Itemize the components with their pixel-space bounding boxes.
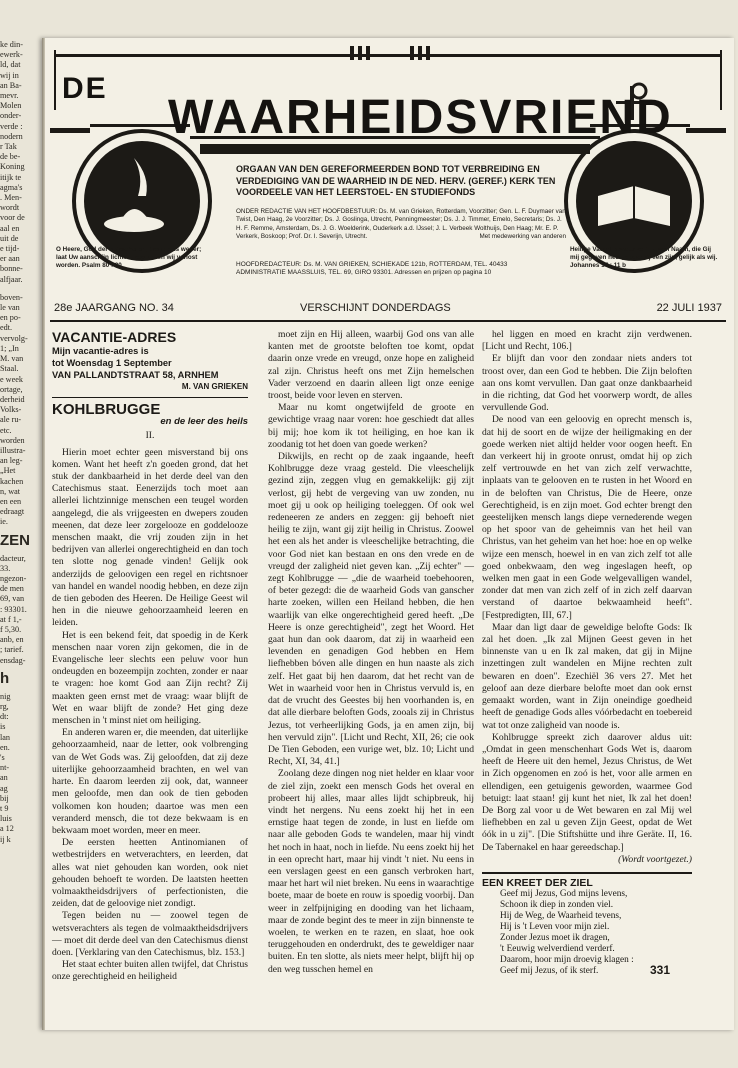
article-subtitle: en de leer des heils [160, 416, 248, 428]
adjacent-page-line: nt- [0, 763, 10, 773]
adjacent-page-line: 's [0, 753, 5, 762]
adjacent-page-line: edt. [0, 323, 13, 333]
adjacent-page-line: Volks- [0, 405, 22, 415]
article-paragraph: Zoolang deze dingen nog niet helder en klaar voor de ziel zijn, zoekt een mensch Gods het overal en probeert hij alles, maar alles lijdt schipbreuk, hij vindt het nergens. Nu eens zoekt hij het in een ernstige haat tegen de zonde, in lust en liefde om naar alle geboden Gods te wandelen, maar hij vindt het noch in haat, noch in liefde. Nu eens zoekt hij het in een oprecht hart, maar hij vindt 't niet. Nu eens in een verslagen geest en een gansch verbroken hart, maar het hart wil niet breken. Nu eens in waarachtige boete, maar de boete en rouw is spoedig voorbij. Dan weer in zelfpijniging en dooding van het lichaam, maar de zonde begint des te meer in zijn binnenste te woelen, te werken en te razen, en slaat, hoe ook teruggehouden en onderdrukt, des te geweldiger naar buiten. En ten slotte, als niets meer helpt, blijft hij op den weg tusschen hemel en [268, 768, 474, 975]
adjacent-page-line: de be- [0, 152, 21, 162]
adjacent-page-line: edraagt [0, 507, 25, 517]
adjacent-page-text-extra [0, 293, 44, 528]
adjacent-page-line: vervolg- [0, 333, 28, 343]
adjacent-page-line: n, wat [0, 486, 21, 496]
vacation-line-2: tot Woensdag 1 September [52, 358, 172, 368]
adjacent-page-line: kachen [0, 476, 24, 486]
article-paragraph: De eersten heetten Antinomianen of wetbestrijders en wetverachters, en leerden, dat alles wat niet gehouden kan worden, ook niet gehouden behoeft te worden. De laatsten heetten volmaaktheidsdrijvers of perfectionisten, die zeiden, dat de geloovige niet zondigt. [52, 837, 248, 910]
adjacent-page-line: er aan [0, 254, 20, 264]
article-paragraph: hel liggen en moed en kracht zijn verdwenen. [Licht und Recht, 106.] [482, 329, 692, 353]
adjacent-page-line: Molen [0, 101, 22, 111]
vacation-address: VAN PALLANDTSTRAAT 58, ARNHEM [52, 370, 219, 380]
adjacent-page-line: an leg- [0, 456, 23, 466]
adjacent-page-line: alfjaar. [0, 274, 23, 284]
poem-line: Zonder Jezus moet ik dragen, [500, 933, 610, 944]
poem-line: Geef mij Jezus, of ik sterf. [500, 966, 599, 977]
column-2 [268, 329, 474, 976]
adjacent-page-heading-h: h [0, 669, 10, 687]
adjacent-page-line: ; tarief. [0, 645, 24, 655]
adjacent-page-text-top [0, 40, 44, 285]
adjacent-page-line: Koning [0, 162, 25, 172]
adjacent-page-line: ngezon- [0, 573, 27, 583]
editor-address [236, 261, 566, 278]
article-paragraph: Er blijft dan voor den zondaar niets anders tot troost over, dan een God te hebben. Die Zijn beloften aan ons komt vervullen. Dan gaat onze dankbaarheid in die richting, dat God het voorwerp wordt, de alles vervullende God. [482, 353, 692, 414]
adjacent-page-line: . Men- [0, 193, 22, 203]
article-paragraph: Het is een bekend feit, dat spoedig in de Kerk menschen naar voren zijn gekomen, die in de Evangelische leer slechts een peluw voor hun ondeugden en bozeempijn zochten, zonder er naar te vragen: hoe komt God aan Zijn recht? Zij maakten geen ernst met de vraag: waar blijft de Wet en waar blijft de zonde? Het ging deze menschen in 't minst niet om heiliging. [52, 629, 248, 727]
adjacent-page-line: : 93301. [0, 604, 27, 614]
adjacent-page-heading-zen: ZEN [0, 531, 30, 549]
vacation-signature: M. VAN GRIEKEN [181, 382, 248, 391]
adjacent-page-line: illustra- [0, 445, 26, 455]
editorial-board-text: ONDER REDACTIE VAN HET HOOFDBESTUUR: Ds. M. van Grieken, Rotterdam, Voorzitter; Gen. L. F. Duymaer van Twist, Den Haag, 2e Voorzitter; Ds. J. Goslinga, Utrecht, Penningmeester; Ds. J. J. Timmer, Emelo, Secretaris; Ds. J. H. F. Remme, Amsterdam, Ds. J. G. Woelderink, Ouderkerk a.d. IJssel; J. L. Verbeek Wolthuijs, Den Haag; Mr. E. P. Verkerk, Boskoop; Prof. Dr. I. Severijn, Utrecht. [236, 208, 566, 240]
adjacent-page-line: en. [0, 742, 10, 752]
article-paragraph: Kohlbrugge spreekt zich daarover aldus uit: „Omdat in geen menschenhart Gods Wet is, daarom heeft de Heere uit den hemel, Jezus Christus, de Wet in Zich opgenomen en zoó is het, voor alle armen en ellendigen, een getuigenis geworden, waarmee God betuigt: laat staan! gij kunt het niet, Ik zal het doen! De Borg zal voor u de Wet bewaren en zal Mij wel liefhebben en zal u geven Zijn Geest, opdat de Wet óók in u zij". [Die Stiftshütte und ihre Geräte. II, 16. De Tabernakel en haar gereedschap.] [482, 731, 692, 853]
adjacent-page-line: lan [0, 732, 11, 742]
poem-line: Hij de Weg, de Waarheid tevens, [500, 911, 622, 922]
adjacent-page-line: dacteur, [0, 553, 26, 563]
adjacent-page-line: ie. [0, 517, 8, 527]
adjacent-page-line: aal en [0, 223, 20, 233]
adjacent-page-line: a 12 [0, 824, 14, 834]
adjacent-page-line: r Tak [0, 142, 17, 152]
publication-day: VERSCHIJNT DONDERDAGS [300, 302, 451, 314]
poem-line: Daarom, hoor mijn droevig klagen : [500, 955, 634, 966]
adjacent-page-line: bonne- [0, 264, 23, 274]
organisation-description: ORGAAN VAN DEN GEREFORMEERDEN BOND TOT VERBREIDING EN VERDEDIGING VAN DE WAARHEID IN DE NED. HERV. (GEREF.) KERK TEN VOORDEELE VAN HET LEERSTOEL- EN STUDIEFONDS [236, 164, 556, 197]
article-paragraph: De nood van een geloovig en oprecht mensch is, dat hij de soort en de wijze der heiligmaking en der goede werken niet altijd helder voor oogen heeft. En dan verkeert hij in groote onrust, omdat hij op zich zelf vertrouwde en het van zich zelf verwachtte, inplaats van te gelooven en te rusten in het Woord en in de beloften van Christus, Die de Heere, onze Gerechtigheid, is en zijn moet. God echter brengt den geestelijken mensch langs diepe vernederende wegen op het spoor van de geheimnis van het heil van Christus, van het geheim van het hoe: hoe en op welke wijze een mensch, hoewel in en van zich zelf tot alle goed onbekwaam, den weg ingeslagen heeft, op welken men gaat in een Gode welgevalligen wandel, zonder dat men van zich zelf of in zich zelf daarvan verstand of daartoe bekwaamheid heeft". [Festpredigten, III, 67.] [482, 414, 692, 621]
administration: ADMINISTRATIE MAASSLUIS, TEL. 69, GIRO 93301. Adressen en prijzen op pagina 10 [236, 269, 492, 277]
poem-line: Hij is 't Leven voor mijn ziel. [500, 922, 610, 933]
adjacent-page-text-middle [0, 554, 44, 666]
adjacent-page-line: nig [0, 691, 11, 701]
adjacent-page-line: dt: [0, 712, 9, 722]
adjacent-page-line: wordt [0, 203, 20, 213]
adjacent-page-line: ewerk- [0, 50, 23, 60]
article-column-2-text [268, 329, 474, 976]
adjacent-page-line: ke din- [0, 40, 23, 49]
vacation-heading: VACANTIE-ADRES [52, 329, 177, 345]
article-paragraph: Maar nu komt ongetwijfeld de groote en gewichtige vraag naar voren: hoe geschiedt dat alles bij mij; hoe kom ik tot heiliging, en hoe kan ik zoodanig tot het doen van goede werken? [268, 402, 474, 450]
adjacent-page-line: worden [0, 435, 25, 445]
issue-date: 22 JULI 1937 [656, 302, 722, 314]
masthead-ornament [50, 46, 726, 278]
poem-line: Geef mij Jezus, God mijns levens, [500, 889, 628, 900]
adjacent-page-line: 33. [0, 563, 11, 573]
title-main: WAARHEIDSVRIEND [168, 91, 673, 144]
issue-line [50, 300, 726, 322]
adjacent-page-line: nodern [0, 131, 23, 141]
adjacent-page-line: e week [0, 374, 23, 384]
adjacent-page-line: M. van [0, 354, 24, 364]
adjacent-page-line: ale ru- [0, 415, 22, 425]
to-be-continued: (Wordt voortgezet.) [618, 853, 692, 865]
vacation-line-1: Mijn vacantie-adres is [52, 346, 149, 356]
adjacent-page-line: en een [0, 496, 22, 506]
poem-title: EEN KREET DER ZIEL [482, 872, 692, 889]
adjacent-page-line: mevr. [0, 91, 19, 101]
article-paragraph: En anderen waren er, die meenden, dat uiterlijke gehoorzaamheid, naar de letter, ook volbrenging van de Wet Gods was. Zij geloofden, dat zij deze uiterlijke gehoorzaamheid brachten, en wel van harte. En daarom leerden zij ook, dat, wanneer men geloofde, men dan ook de tien geboden volkomen kon houden; daartoe was men een veranderd mensch, die tot deze bekwaam is en bekwaam moet worden, meer en meer. [52, 727, 248, 836]
article-title: KOHLBRUGGE [52, 401, 161, 418]
caption-right-john: Heilige Vader! bewaar ze in Uwen Naam, die Gij mij gegeven hebt, opdat zij één zijn, gelijk als wij. Johannes 17 : 11 b [570, 246, 718, 269]
page-number: 331 [650, 963, 671, 977]
article-paragraph: moet zijn en Hij alleen, waarbij God ons van alle kanten met de grootste beloften toe komt, opdat daarin onze vrede en vreugd, onze hope en zaligheid zal zijn. Christus heeft ons met Zijn hemelschen Vader verzoend en daarin alleen ligt onze eenige troost, beide voor leven en sterven. [268, 329, 474, 402]
adjacent-page-line: boven- [0, 292, 23, 302]
contributors-note: Met medewerking van anderen [479, 232, 566, 240]
title-de: DE [62, 72, 108, 105]
volume-number: 28e JAARGANG NO. 34 [54, 302, 174, 314]
adjacent-page-line: bij [0, 793, 9, 803]
adjacent-page-text-bottom [0, 692, 44, 845]
adjacent-page-line: voor de [0, 213, 25, 223]
adjacent-page-line: verde : [0, 121, 23, 131]
adjacent-page-strip [0, 40, 44, 1020]
adjacent-page-line: 1; „In [0, 343, 19, 353]
adjacent-page-line: Staal. [0, 364, 19, 374]
adjacent-page-line: ag [0, 783, 8, 793]
poem-line: 't Eeuwig welverdiend verderf. [500, 944, 615, 955]
adjacent-page-line: ensdag- [0, 655, 26, 665]
adjacent-page-line: 69, van [0, 594, 25, 604]
adjacent-page-line: at f 1,- [0, 614, 22, 624]
adjacent-page-line: an Ba- [0, 80, 22, 90]
adjacent-page-line: uit de [0, 233, 19, 243]
adjacent-page-line: is [0, 722, 6, 732]
adjacent-page-line: wij in [0, 70, 19, 80]
adjacent-page-line: luis [0, 814, 12, 824]
vacation-notice [52, 331, 248, 398]
newspaper-page [42, 38, 734, 1030]
editorial-board [236, 208, 566, 241]
adjacent-page-line: e tijd- [0, 244, 20, 254]
column-1 [52, 329, 248, 984]
masthead [50, 46, 726, 278]
adjacent-page-line: rg, [0, 701, 9, 711]
adjacent-page-line: le van [0, 303, 20, 313]
article-column-3-text [482, 329, 692, 854]
adjacent-page-line: derheid [0, 394, 25, 404]
adjacent-page-line: ij k [0, 834, 11, 844]
article-paragraph: Maar dan ligt daar de geweldige belofte Gods: Ik zal het doen. „Ik zal Mijnen Geest geven in het binnenste van u en Ik zal maken, dat gij in Mijne inzettingen zult wandelen en Mijne rechten zult bewaren en doen". Ezechiël 36 vers 27. Met het geloof aan deze dierbare belofte moet dan ook ernst gemaakt worden, want in Zijn oneindige goedheid heeft de genadige Gods alles vóórbedacht en toebereid wat tot onze zaligheid van noode is. [482, 621, 692, 731]
adjacent-page-line: agma's [0, 182, 23, 192]
article-paragraph: Dikwijls, en recht op de zaak ingaande, heeft Kohlbrugge deze vraag gesteld. Die vleeschelijk gezind zijn, zeggen vlug en gemakkelijk: gij zijt verlost, gij hebt de vergeving van uw zonden, nu moet gij u ook op heiliging toeleggen. Of ook wel redeneeren ze anders en zeggen: gij behoeft niet heilig te zijn, want gij zijt heilig in Christus. Zoowel het een als het ander is vleeschelijke betrachting, die voor God niet kan bestaan en ons den vrede en de vreugd der zaligheid niet geven kan. „Zij echter" — zegt Kohlbrugge — „die de waarheid toebehooren, of beter gezegd: die de waarheid Gods van ganscher harte zoeken, willen een Heiland hebben, die hen waarlijk van elke ongerechtigheid gered heeft. „De Heere is onze gerechtigheid", zegt het Woord. Het gaat hun dan ook daarom, dat zij in waarheid een levenden en genadigen God hebben en Hem liefhebben bóven alle dingen en hun naaste als zich zelf. Het gaat bij hen daarom, dat het recht van de Wet in waarheid voor hen in Christus vervuld is, en dat de vrucht des Geestes bij hen voorhanden is, en dat alle dierbare beloften Gods, zooals zij in Christus Jezus, tot verheerlijking Gods, ja en amen zijn, bij hen vervuld zijn". [Licht und Recht, XII, 26; cie ook De Tien Geboden, een vurige wet, blz. 10; Licht und Recht, XI, 34, 41.] [268, 451, 474, 768]
poem-line: Schoon ik diep in zonden viel. [500, 900, 614, 911]
adjacent-page-line: an [0, 773, 8, 783]
adjacent-page-line: „Het [0, 466, 16, 476]
editor-in-chief: HOOFDREDACTEUR: Ds. M. VAN GRIEKEN, SCHIEKADE 121b, ROTTERDAM, TEL. 40433 [236, 261, 508, 268]
adjacent-page-line: f 5,30. [0, 624, 22, 634]
page-fold [42, 38, 45, 1030]
article-paragraph: Tegen beiden nu — zoowel tegen de wetsverachters als tegen de volmaaktheidsdrijvers — moet dit derde deel van den Catechismus dienst doen. [Verklaring van den Catechismus, blz. 153.] [52, 910, 248, 958]
article-column-1-text [52, 447, 248, 984]
adjacent-page-line: etc. [0, 425, 12, 435]
adjacent-page-line: ld, dat [0, 60, 21, 70]
adjacent-page-line: onder- [0, 111, 22, 121]
adjacent-page-line: t 9 [0, 804, 9, 814]
adjacent-page-line: de men [0, 584, 24, 594]
adjacent-page-line: en po- [0, 313, 21, 323]
article-part: II. [145, 430, 155, 442]
adjacent-page-line: anb, en [0, 635, 24, 645]
adjacent-page-line: itijk te [0, 172, 22, 182]
column-3 [482, 329, 692, 977]
caption-left-psalm: O Heere, God der heirscharen, breng ons weder; laat Uw aanschijn lichten, zoo zullen wij verlost worden. Psalm 80 : 20 [56, 246, 202, 269]
article-paragraph: Het staat echter buiten allen twijfel, dat Christus onze gerechtigheid en heiligheid [52, 959, 248, 983]
article-paragraph: Hierin moet echter geen misverstand bij ons komen. Want het heeft z'n goeden grond, dat het stuk der dankbaarheid in het derde deel van den Catechismus staat. Eenerzijds toch moet aan allerlei lichtzinnige menschen een teugel worden aangelegd, die als vrijgeesten en dwepers zouden meenen, dat deze leer zorgelooze en goddelooze menschen maakt, die vrij zouden zijn in het bedrijven van allerlei ongerechtigheid en dan toch ten slotte nog genade vinden! Gelijk ook anderzijds de geloovigen een regel en richtsnoer van handel en wandel noodig hebben, en deze zijn de tien geboden des Heeren. De Heilige Geest wil hen in die nieuwe gehoorzaamheid leeren en leiden. [52, 446, 248, 629]
adjacent-page-line: ortage, [0, 384, 23, 394]
